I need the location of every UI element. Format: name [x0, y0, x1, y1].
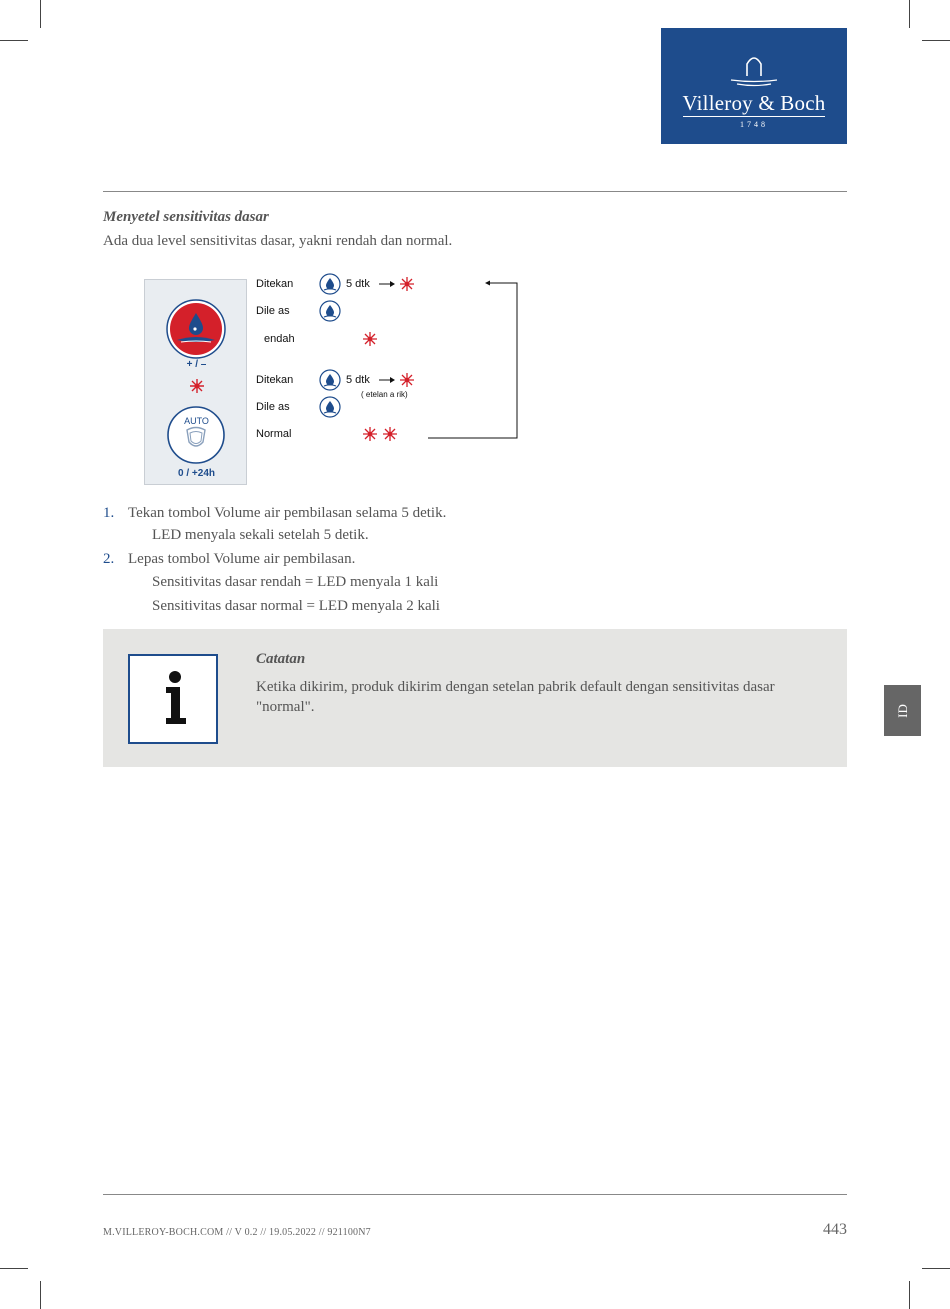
step-text: Lepas tombol Volume air pembilasan. [128, 551, 356, 567]
step-result: Sensitivitas dasar normal = LED menyala 2 kali [152, 598, 440, 614]
crop-mark [922, 1268, 950, 1269]
auto-label: AUTO [184, 416, 209, 426]
led-flash-icon [363, 427, 377, 441]
volume-button-icon [167, 300, 225, 358]
fountain-icon [661, 28, 847, 88]
step-result: Sensitivitas dasar rendah = LED menyala 1 kali [152, 574, 439, 590]
note-text: Ketika dikirim, produk dikirim dengan setelan pabrik default dengan sensitivitas dasar "normal". [256, 679, 775, 715]
section-heading: Menyetel sensitivitas dasar [103, 209, 269, 225]
led-flash-icon [400, 277, 414, 291]
label-factory-setting: ( etelan a rik) [361, 390, 408, 399]
brand-year: 1748 [740, 120, 768, 129]
control-panel [144, 279, 247, 485]
auto-caption: 0 / +24h [178, 468, 215, 479]
language-tab [884, 685, 921, 736]
footer-info: M.VILLEROY-BOCH.COM // V 0.2 // 19.05.2022 // 921100N7 [103, 1227, 371, 1238]
footer-rule [103, 1194, 847, 1195]
label-dilepas-2: Dile as [256, 401, 290, 413]
led-flash-icon [400, 373, 414, 387]
crop-mark [0, 1268, 28, 1269]
brand-name: Villeroy & Boch [682, 91, 826, 115]
water-drop-icon [320, 301, 340, 321]
step-number: 2. [103, 551, 115, 567]
crop-mark [40, 0, 41, 28]
label-normal: Normal [256, 428, 292, 440]
step-2 [103, 551, 355, 568]
info-icon [128, 654, 218, 744]
led-flash-icon [190, 379, 204, 393]
step-1 [103, 505, 446, 522]
volume-label: + / – [186, 359, 207, 370]
crop-mark [0, 40, 28, 41]
header-rule [103, 191, 847, 192]
led-flash-icon [383, 427, 397, 441]
label-ditekan-1: Ditekan [256, 278, 294, 290]
water-drop-icon [320, 370, 340, 390]
crop-mark [909, 1281, 910, 1309]
label-rendah: endah [264, 333, 295, 345]
label-dilepas-1: Dile as [256, 305, 290, 317]
led-flash-icon [363, 332, 377, 346]
step-number: 1. [103, 505, 115, 521]
water-drop-icon [320, 274, 340, 294]
arrow-icon [379, 281, 395, 287]
label-ditekan-2: Ditekan [256, 374, 294, 386]
brand-underline [683, 116, 825, 117]
note-box [103, 629, 847, 767]
loop-arrow-icon [428, 281, 517, 439]
water-drop-icon [320, 397, 340, 417]
section-intro: Ada dua level sensitivitas dasar, yakni rendah dan normal. [103, 233, 453, 249]
arrow-icon [379, 377, 395, 383]
crop-mark [40, 1281, 41, 1309]
label-duration-1: 5 dtk [346, 278, 370, 290]
language-code: ID [894, 703, 910, 718]
note-title: Catatan [256, 651, 306, 667]
brand-logo [661, 28, 847, 144]
step-text: Tekan tombol Volume air pembilasan selama 5 detik. [128, 505, 447, 521]
label-duration-2: 5 dtk [346, 374, 370, 386]
crop-mark [909, 0, 910, 28]
step-result: LED menyala sekali setelah 5 detik. [152, 527, 369, 543]
crop-mark [922, 40, 950, 41]
page-number: 443 [823, 1221, 847, 1238]
